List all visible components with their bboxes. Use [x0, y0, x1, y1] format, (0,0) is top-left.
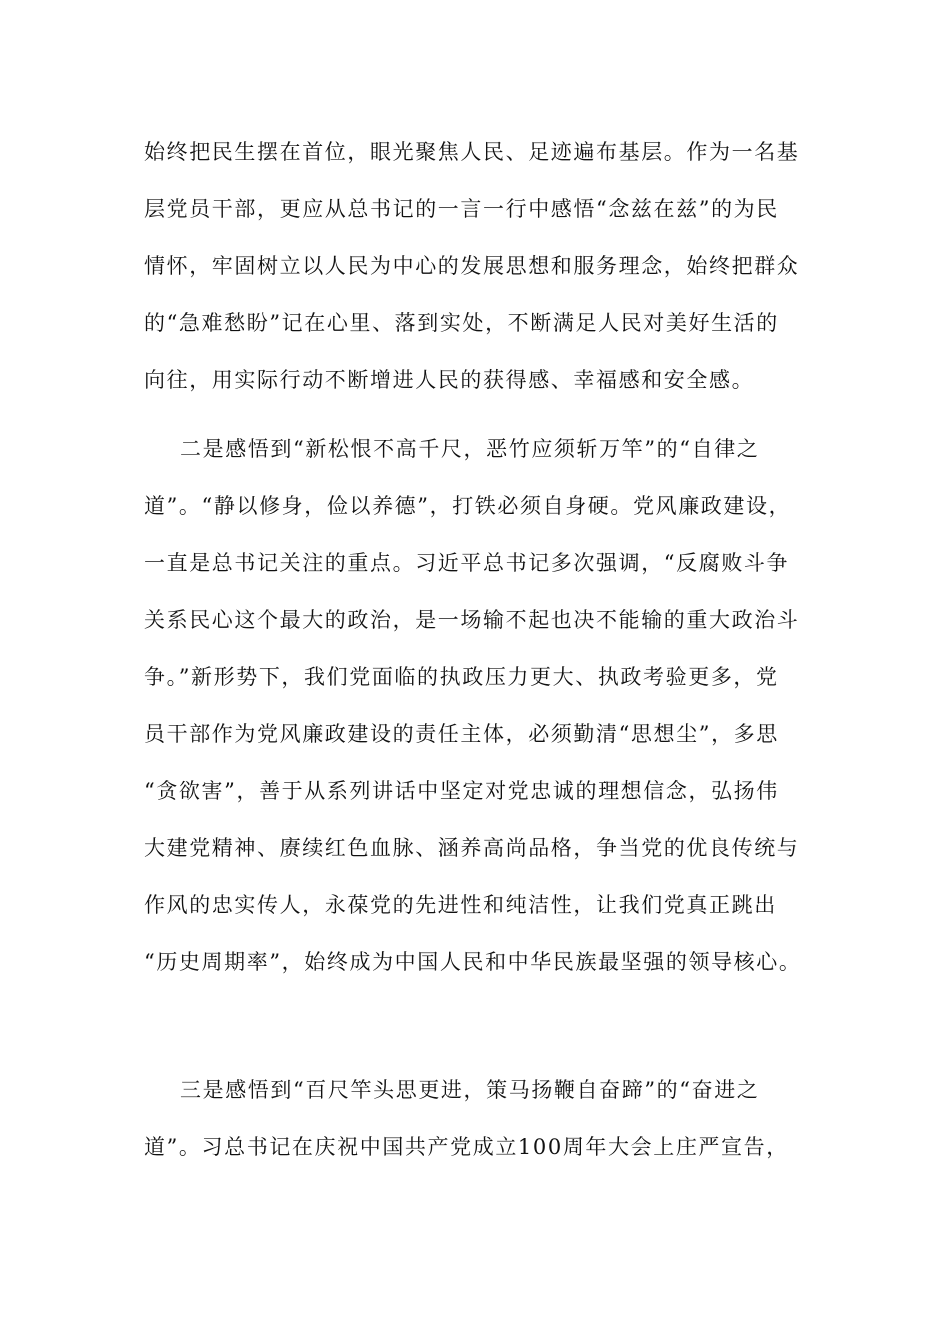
paragraph-2-line-9: 作风的忠实传人，永葆党的先进性和纯洁性，让我们党真正跳出: [144, 893, 777, 917]
paragraph-2-line-4: 关系民心这个最大的政治，是一场输不起也决不能输的重大政治斗: [144, 608, 800, 632]
paragraph-1-line-1: 始终把民生摆在首位，眼光聚焦人民、足迹遍布基层。作为一名基: [144, 140, 800, 164]
paragraph-2-line-10: “历史周期率”，始终成为中国人民和中华民族最坚强的领导核心。: [144, 950, 802, 974]
paragraph-3-line-1: 三是感悟到“百尺竿头思更进，策马扬鞭自奋蹄”的“奋进之: [180, 1078, 760, 1102]
paragraph-1-line-3: 情怀，牢固树立以人民为中心的发展思想和服务理念，始终把群众: [144, 254, 800, 278]
paragraph-2-line-6: 员干部作为党风廉政建设的责任主体，必须勤清“思想尘”，多思: [144, 722, 779, 746]
paragraph-2-line-3: 一直是总书记关注的重点。习近平总书记多次强调，“反腐败斗争: [144, 551, 790, 575]
paragraph-2-line-2: 道”。“静以修身，俭以养德”，打铁必须自身硬。党风廉政建设，: [144, 494, 792, 518]
paragraph-2-line-7: “贪欲害”，善于从系列讲话中坚定对党忠诚的理想信念，弘扬伟: [144, 779, 779, 803]
paragraph-2-line-1: 二是感悟到“新松恨不高千尺，恶竹应须斩万竿”的“自律之: [180, 437, 760, 461]
paragraph-2-line-5: 争。”新形势下，我们党面临的执政压力更大、执政考验更多，党: [144, 665, 779, 689]
paragraph-3-line-2: 道”。习总书记在庆祝中国共产党成立100周年大会上庄严宣告，: [144, 1135, 789, 1159]
paragraph-1-line-4: 的“急难愁盼”记在心里、落到实处，不断满足人民对美好生活的: [144, 311, 779, 335]
paragraph-1-line-2: 层党员干部，更应从总书记的一言一行中感悟“念兹在兹”的为民: [144, 197, 779, 221]
paragraph-1-line-5: 向往，用实际行动不断增进人民的获得感、幸福感和安全感。: [144, 368, 755, 392]
paragraph-2-line-8: 大建党精神、赓续红色血脉、涵养高尚品格，争当党的优良传统与: [144, 836, 800, 860]
